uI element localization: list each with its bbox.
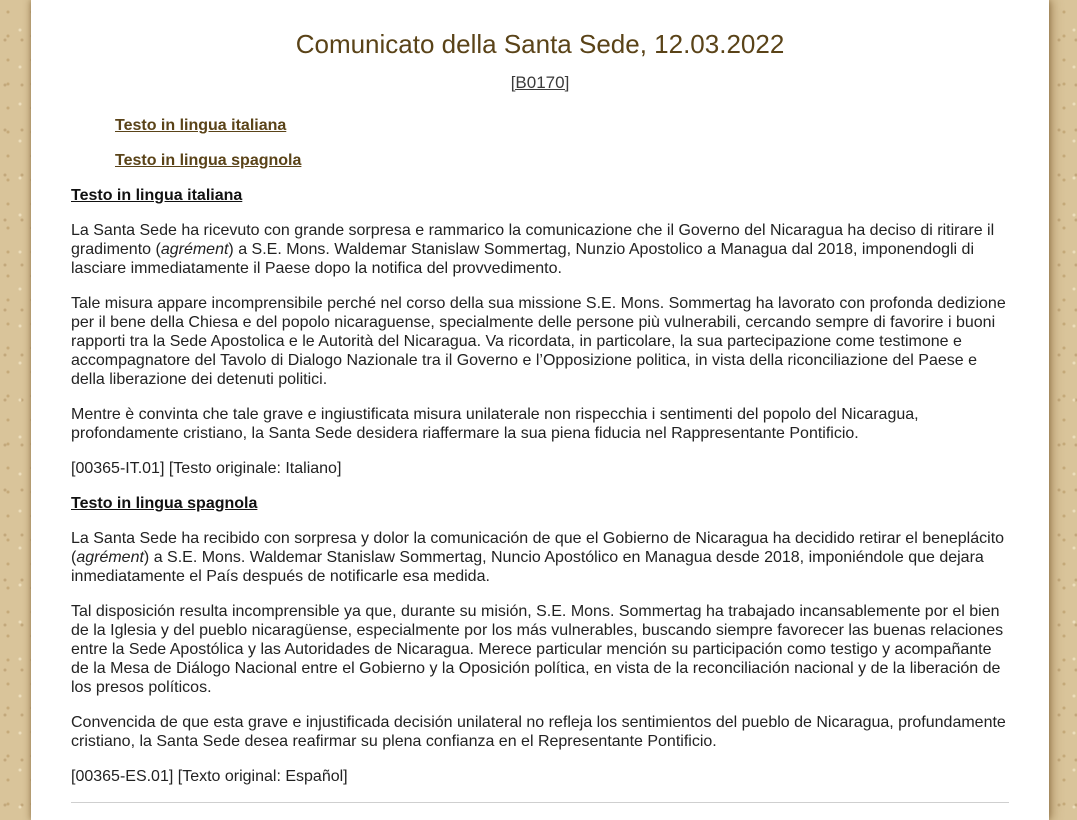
italian-paragraph-2: Tale misura appare incomprensibile perché nel corso della sua missione S.E. Mons. Sommertag ha lavorato con profonda dedizione per il bene della Chiesa e del popolo nicaraguense, specialmente delle persone più vulnerabili, cercando sempre di favorire i buoni rapporti tra la Sede Apostolica e le Autorità del Nicaragua. Va ricordata, in particolare, la sua partecipazione come testimone e accompagnatore del Tavolo di Dialogo Nazionale tra il Governo e l’Opposizione politica, in vista della riconciliazione del Paese e della liberazione dei detenuti politici.	[71, 295, 1006, 388]
spanish-p1-text-a: La Santa Sede ha recibido con sorpresa y dolor la comunicación de que el Gobierno de Nicaragua ha decidido retirar el beneplácito (	[71, 530, 1005, 566]
italian-p1-text-a: La Santa Sede ha ricevuto con grande sorpresa e rammarico la comunicazione che il Governo del Nicaragua ha deciso di ritirare il gradimento (	[71, 222, 995, 258]
bulletin-reference-link[interactable]: [B0170]	[510, 73, 570, 92]
italian-paragraph-3: Mentre è convinta che tale grave e ingiustificata misura unilaterale non rispecchia i sentimenti del popolo del Nicaragua, profondamente cristiano, la Santa Sede desidera riaffermare la sua piena fiducia nel Rappresentante Pontificio.	[71, 406, 919, 442]
section-heading-spanish: Testo in lingua spagnola	[71, 495, 258, 512]
italian-p1-text-b: ) a S.E. Mons. Waldemar Stanislaw Sommertag, Nunzio Apostolico a Managua dal 2018, imponendogli di lasciare immediatamente il Paese dopo la notifica del provvedimento.	[71, 241, 974, 277]
bulletin-reference	[71, 72, 1009, 94]
italian-document-code: [00365-IT.01] [Testo originale: Italiano]	[71, 460, 342, 477]
spanish-paragraph-3: Convencida de que esta grave e injustificada decisión unilateral no refleja los sentimientos del pueblo de Nicaragua, profundamente cristiano, la Santa Sede desea reafirmar su plena confianza en el Representante Pontificio.	[71, 714, 1006, 750]
toc-link-spanish[interactable]: Testo in lingua spagnola	[115, 152, 302, 169]
document-page	[31, 0, 1049, 820]
spanish-paragraph-1	[71, 529, 1009, 586]
spanish-document-code: [00365-ES.01] [Texto original: Español]	[71, 768, 348, 785]
italian-p1-emphasis: agrément	[160, 241, 229, 258]
spanish-paragraph-2: Tal disposición resulta incomprensible ya que, durante su misión, S.E. Mons. Sommertag ha trabajado incansablemente por el bien de la Iglesia y del pueblo nicaragüense, especialmente por los más vulnerables, buscando siempre favorecer las buenas relaciones entre la Sede Apostólica y las Autoridades de Nicaragua. Merece particular mención su participación como testigo y acompañante de la Mesa de Diálogo Nacional entre el Gobierno y la Oposición política, en vista de la reconciliación nacional y de la liberación de los presos políticos.	[71, 603, 1004, 696]
page-title: Comunicato della Santa Sede, 12.03.2022	[295, 29, 785, 59]
section-heading-italian: Testo in lingua italiana	[71, 187, 243, 204]
table-of-contents	[71, 116, 1009, 171]
italian-paragraph-1	[71, 221, 1009, 278]
spanish-p1-text-b: ) a S.E. Mons. Waldemar Stanislaw Sommertag, Nuncio Apostólico en Managua desde 2018, imponiéndole que dejara inmediatamente el País después de notificarle esa medida.	[71, 549, 984, 585]
toc-link-italian[interactable]: Testo in lingua italiana	[115, 117, 287, 134]
bottom-divider	[71, 802, 1009, 803]
spanish-p1-emphasis: agrément	[76, 549, 144, 566]
